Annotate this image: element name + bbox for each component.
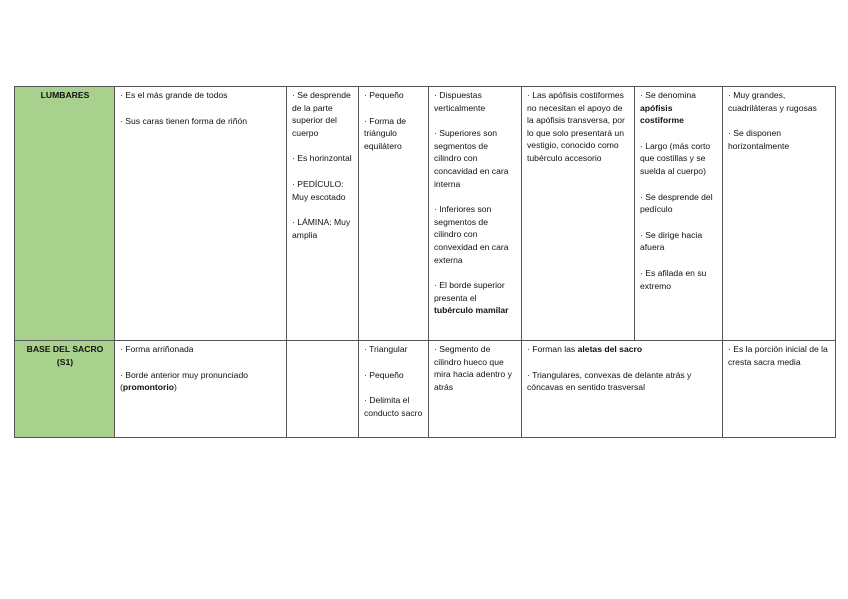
cell-line: · Triangular: [364, 344, 408, 354]
cell-line: · Forma arriñonada: [120, 344, 194, 354]
cell-line: · Es la porción inicial de la cresta sacra media: [728, 344, 828, 367]
sacro-cell-5-6: [522, 341, 723, 438]
sacro-cell-4: [429, 341, 522, 438]
cell-line: · Se dirige hacia afuera: [640, 229, 703, 253]
cell-line: · Pequeño: [364, 369, 404, 380]
cell-line: · Es el más grande de todos: [120, 90, 228, 100]
row-header-lumbares: LUMBARES: [15, 87, 115, 341]
row-header-sacro: BASE DEL SACRO (S1): [15, 341, 115, 438]
bold-term: promontorio: [122, 382, 174, 393]
cell-line: · Sus caras tienen forma de riñón: [120, 115, 248, 126]
sacro-cell-3: [359, 341, 429, 438]
cell-line: · Segmento de cilindro hueco que mira hacia adentro y atrás: [434, 344, 512, 392]
cell-line: · Largo (más corto que costillas y se suelda al cuerpo): [640, 140, 711, 176]
bold-term: apófisis costiforme: [640, 102, 684, 126]
cell-line: · Dispuestas verticalmente: [434, 90, 486, 113]
cell-line: · El borde superior presenta el tubérculo mamilar: [434, 280, 509, 316]
bold-term: tubérculo mamilar: [434, 305, 509, 316]
cell-line: · Delimita el conducto sacro: [364, 395, 423, 418]
vertebrae-table: [14, 86, 836, 438]
lumbares-cell-2: [287, 87, 359, 341]
lumbares-cell-4: [429, 87, 522, 341]
lumbares-cell-1: [115, 87, 287, 341]
row-base-del-sacro: [15, 341, 836, 438]
cell-line: · Pequeño: [364, 90, 404, 100]
lumbares-cell-7: [723, 87, 836, 341]
cell-line: · Forma de triángulo equilátero: [364, 115, 407, 151]
cell-line: · Se desprende de la parte superior del cuerpo: [292, 90, 351, 138]
cell-line: · Es afilada en su extremo: [640, 267, 707, 291]
cell-line: · LÁMINA: Muy amplia: [292, 217, 351, 240]
cell-line: · Se desprende del pedículo: [640, 191, 713, 215]
cell-line: · Borde anterior muy pronunciado (promontorio): [120, 369, 249, 393]
cell-line: · Se denomina apófisis costiforme: [640, 90, 696, 126]
cell-line: · Muy grandes, cuadriláteras y rugosas: [728, 90, 817, 113]
sacro-cell-1: [115, 341, 287, 438]
sacro-cell-7: [723, 341, 836, 438]
cell-line: · Superiores son segmentos de cilindro con concavidad en cara interna: [434, 128, 509, 189]
cell-line: · Se disponen horizontalmente: [728, 128, 790, 151]
cell-line: · Inferiores son segmentos de cilindro con convexidad en cara externa: [434, 204, 509, 265]
bold-term: aletas del sacro: [577, 344, 643, 354]
cell-line: · Triangulares, convexas de delante atrás y cóncavas en sentido trasversal: [527, 369, 692, 393]
cell-line: · PEDÍCULO: Muy escotado: [292, 178, 346, 202]
cell-line: · Las apófisis costiformes no necesitan el apoyo de la apófisis transversa, por lo que solo presentará un vestigio, conocido como tubérculo accesorio: [527, 90, 625, 163]
lumbares-cell-5: [522, 87, 635, 341]
lumbares-cell-6: [635, 87, 723, 341]
row-lumbares: [15, 87, 836, 341]
sacro-cell-2-empty: [287, 341, 359, 438]
lumbares-cell-3: [359, 87, 429, 341]
cell-line: · Es horinzontal: [292, 153, 352, 164]
cell-line: · Forman las aletas del sacro: [527, 344, 643, 354]
